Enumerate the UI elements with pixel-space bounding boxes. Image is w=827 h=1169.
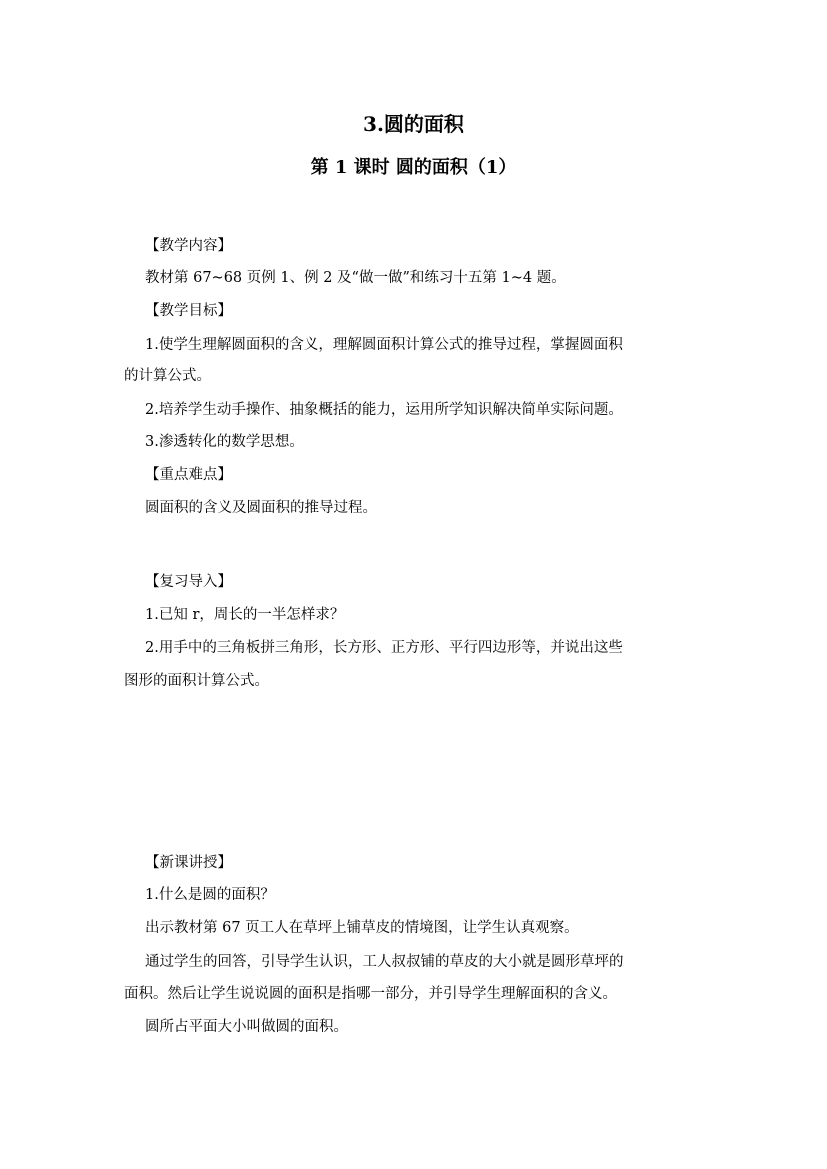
goal-item-3: 3.渗透转化的数学思想。: [145, 434, 304, 450]
new-lesson-item-1: 1.什么是圆的面积？: [145, 887, 275, 903]
new-lesson-paragraph-3: 圆所占平面大小叫做圆的面积。: [145, 1019, 348, 1035]
document-title: 3.圆的面积: [363, 112, 464, 136]
new-lesson-paragraph-1: 出示教材第 67 页工人在草坪上铺草皮的情境图，让学生认真观察。: [145, 920, 579, 936]
goal-item-1-continued: 的计算公式。: [124, 368, 211, 384]
section-heading-new-lesson: 【新课讲授】: [145, 855, 232, 871]
goal-item-1: 1.使学生理解圆面积的含义，理解圆面积计算公式的推导过程，掌握圆面积: [145, 337, 623, 353]
section-heading-review: 【复习导入】: [145, 574, 232, 590]
review-item-1: 1.已知 r，周长的一半怎样求？: [145, 607, 345, 623]
review-item-2-continued: 图形的面积计算公式。: [124, 673, 269, 689]
new-lesson-paragraph-2: 通过学生的回答，引导学生认识，工人叔叔铺的草皮的大小就是圆形草坪的: [145, 954, 624, 970]
review-item-2: 2.用手中的三角板拼三角形，长方形、正方形、平行四边形等，并说出这些: [145, 640, 623, 656]
goal-item-2: 2.培养学生动手操作、抽象概括的能力，运用所学知识解决简单实际问题。: [145, 402, 623, 418]
key-points-text: 圆面积的含义及圆面积的推导过程。: [145, 500, 377, 516]
content-text: 教材第 67~68 页例 1、例 2 及“做一做”和练习十五第 1~4 题。: [145, 270, 566, 286]
new-lesson-paragraph-2-continued: 面积。然后让学生说说圆的面积是指哪一部分，并引导学生理解面积的含义。: [124, 986, 617, 1002]
section-heading-key-points: 【重点难点】: [145, 467, 232, 483]
section-heading-goals: 【教学目标】: [145, 303, 232, 319]
section-heading-content: 【教学内容】: [145, 238, 232, 254]
lesson-subtitle: 第 1 课时 圆的面积（1）: [310, 157, 517, 178]
